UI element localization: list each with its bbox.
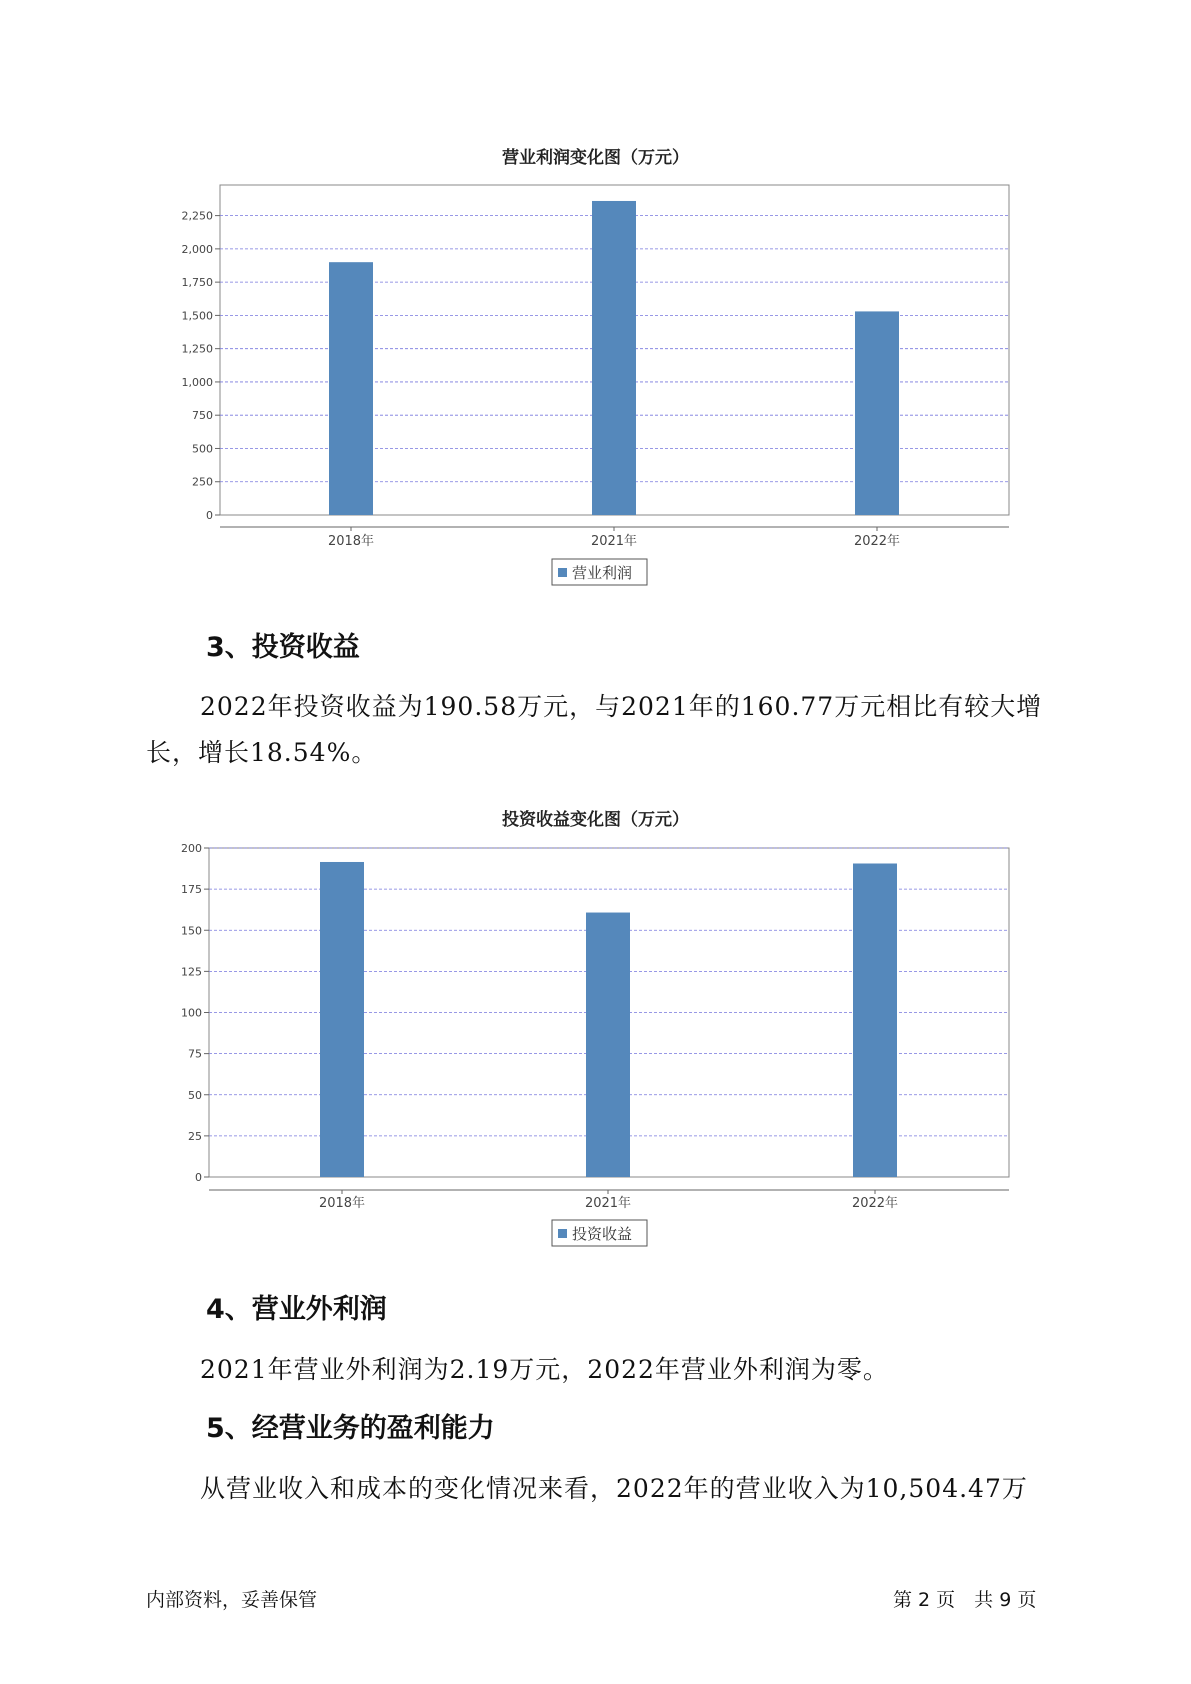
y-tick-label: 250	[192, 475, 213, 489]
x-tick-label: 2018年	[318, 1196, 366, 1211]
chart1-title: 营业利润变化图（万元）	[502, 148, 689, 168]
bar-2018年	[320, 862, 364, 1177]
y-tick-label: 125	[181, 965, 202, 979]
legend-label: 营业利润	[572, 564, 633, 582]
x-tick-label: 2022年	[851, 1196, 899, 1211]
footer-page-number: 第 2 页 共 9 页	[893, 1589, 1037, 1611]
y-tick-label: 1,250	[181, 342, 213, 356]
y-tick-label: 100	[181, 1006, 202, 1020]
footer-confidential-note: 内部资料，妥善保管	[146, 1589, 318, 1611]
y-tick-label: 150	[181, 924, 202, 938]
legend-label: 投资收益	[572, 1225, 633, 1243]
chart2-title: 投资收益变化图（万元）	[502, 810, 689, 830]
y-tick-label: 50	[188, 1088, 202, 1102]
section4-line1: 2021年营业外利润为2.19万元，2022年营业外利润为零。	[200, 1355, 889, 1384]
x-tick-label: 2022年	[853, 534, 901, 549]
bar-2022年	[853, 863, 897, 1177]
section3-line2: 长，增长18.54%。	[146, 738, 378, 767]
y-tick-label: 1,500	[181, 309, 213, 323]
y-tick-label: 25	[188, 1129, 202, 1143]
y-tick-label: 75	[188, 1047, 202, 1061]
y-tick-label: 200	[181, 842, 202, 855]
section3-heading: 3、投资收益	[206, 632, 360, 663]
y-tick-label: 0	[206, 509, 213, 522]
section5-heading: 5、经营业务的盈利能力	[206, 1413, 495, 1444]
section3-line1: 2022年投资收益为190.58万元，与2021年的160.77万元相比有较大增	[200, 692, 1043, 721]
section5-line1: 从营业收入和成本的变化情况来看，2022年的营业收入为10,504.47万	[200, 1474, 1028, 1503]
y-tick-label: 500	[192, 442, 213, 456]
x-tick-label: 2018年	[327, 534, 375, 549]
y-tick-label: 1,750	[181, 276, 213, 290]
y-tick-label: 750	[192, 409, 213, 423]
y-tick-label: 2,250	[181, 209, 213, 223]
y-tick-label: 0	[195, 1171, 202, 1184]
section4-heading: 4、营业外利润	[206, 1294, 387, 1325]
x-tick-label: 2021年	[590, 534, 638, 549]
x-tick-label: 2021年	[584, 1196, 632, 1211]
y-tick-label: 2,000	[181, 242, 213, 256]
bar-2021年	[586, 913, 630, 1177]
y-tick-label: 175	[181, 883, 202, 897]
y-tick-label: 1,000	[181, 375, 213, 389]
legend-swatch	[558, 1229, 567, 1238]
